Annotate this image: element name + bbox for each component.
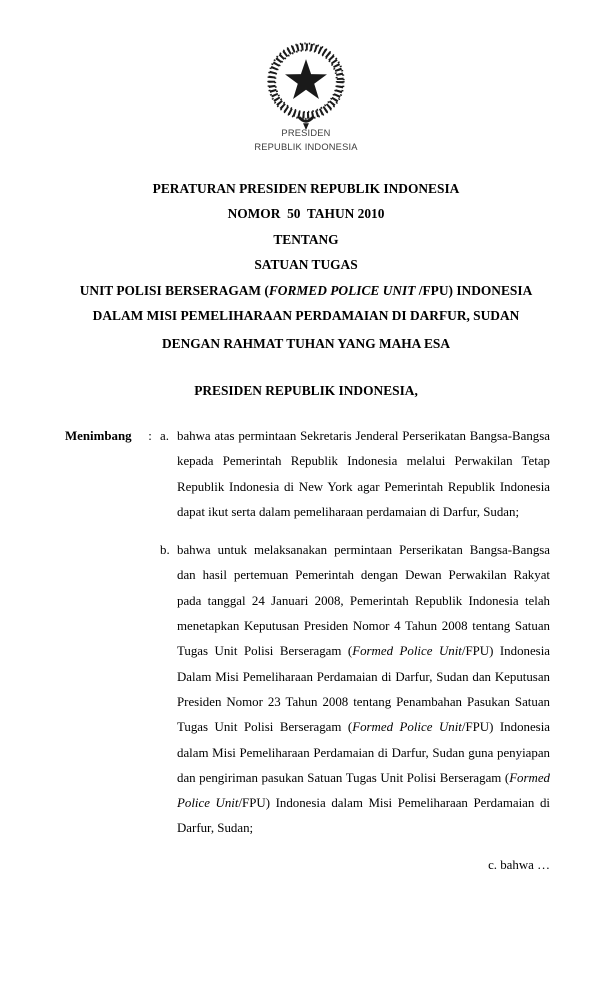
title-line-satuan-tugas: SATUAN TUGAS: [254, 257, 358, 273]
title-line-dalam-misi: DALAM MISI PEMELIHARAAN PERDAMAIAN DI DARFUR, SUDAN: [92, 308, 520, 324]
title-line-tentang: TENTANG: [273, 231, 339, 247]
invocation-line: DENGAN RAHMAT TUHAN YANG MAHA ESA: [161, 336, 451, 351]
item-b-formed-police-unit-2: Formed Police Unit: [352, 720, 462, 735]
title-unit-polisi-post: /FPU) INDONESIA: [415, 282, 533, 298]
item-b-formed-police-unit-1: Formed Police Unit: [352, 644, 462, 659]
title-formed-police-unit: FORMED POLICE UNIT: [268, 282, 416, 298]
letterhead-presiden: PRESIDEN: [281, 128, 331, 138]
item-b-seg5: /FPU) Indonesia dalam Misi Pemeliharaan Perdamaian di Darfur, Sudan guna penyiapan dan pengiriman pasukan Satuan Tugas Unit Polisi Berseragam (: [177, 720, 550, 785]
item-a-marker: a.: [160, 429, 169, 443]
item-b-seg1: bahwa untuk melaksanakan permintaan Perserikatan Bangsa-Bangsa dan hasil pertemuan Pemerintah dengan Dewan Perwakilan Rakyat pada tanggal 24 Januari 2008, Pemerintah Republik Indonesia telah menetapkan Keputusan Presiden Nomor 4 Tahun 2008 tentang Satuan Tugas Unit Polisi Berseragam (: [177, 543, 550, 659]
title-line-nomor-tahun: NOMOR 50 TAHUN 2010: [227, 206, 385, 222]
star-in-wreath-icon: [260, 38, 352, 136]
title-line-peraturan: PERATURAN PRESIDEN REPUBLIK INDONESIA: [152, 181, 460, 196]
presidential-emblem: [260, 38, 352, 136]
item-a-body: bahwa atas permintaan Sekretaris Jenderal Perserikatan Bangsa-Bangsa kepada Pemerintah Republik Indonesia melalui Perwakilan Tetap Republik Indonesia di New York agar Pemerintah Republik Indonesia dapat ikut serta dalam pemeliharaan perdamaian di Darfur, Sudan;: [177, 429, 550, 519]
issuer-line: PRESIDEN REPUBLIK INDONESIA,: [194, 383, 418, 398]
considering-items: [160, 424, 550, 855]
item-b-seg3: /FPU) Indonesia Dalam Misi Pemeliharaan Perdamaian di Darfur, Sudan dan Keputusan Presiden Nomor 23 Tahun 2008 tentang Penambahan Pasukan Satuan Tugas Unit Polisi Berseragam (: [177, 644, 550, 735]
item-b-marker: b.: [160, 543, 170, 558]
regulation-title-block: [0, 176, 612, 328]
letterhead-republik-indonesia: REPUBLIK INDONESIA: [254, 141, 358, 152]
considering-section: [65, 424, 550, 855]
item-b-text: [177, 538, 550, 842]
title-line-unit-polisi: [0, 278, 612, 303]
letterhead: [0, 127, 612, 154]
item-b-seg7: /FPU) Indonesia dalam Misi Pemeliharaan Perdamaian di Darfur, Sudan;: [177, 796, 550, 836]
title-unit-polisi-pre: UNIT POLISI BERSERAGAM (: [79, 282, 269, 298]
considering-colon: :: [148, 429, 152, 443]
catchword: c. bahwa …: [488, 858, 550, 872]
item-a-text: [177, 424, 550, 525]
considering-item-a: [160, 424, 550, 525]
item-b-formed-police-unit-3: Formed Police Unit: [177, 770, 550, 811]
considering-label: Menimbang: [65, 429, 132, 443]
considering-item-b: [160, 538, 550, 842]
